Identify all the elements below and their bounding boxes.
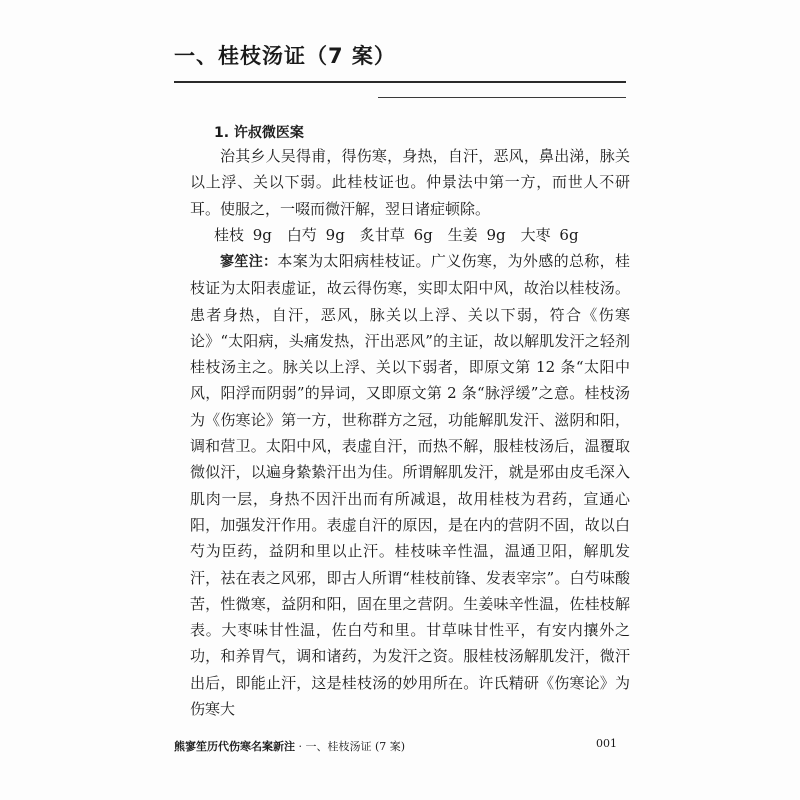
commentary-block [190,248,630,722]
commentary-paragraph [190,248,630,722]
chapter-title: 一、桂枝汤证（7 案） [174,44,396,68]
case-paragraph-block [190,143,630,222]
commentary-label: 寥笙注： [220,254,278,270]
commentary-text: 本案为太阳病桂枝证。广义伤寒，为外感的总称，桂枝证为太阳表虚证，故云得伤寒，实即太阳中风，故治以桂枝汤。患者身热，自汗，恶风，脉关以上浮、关以下弱，符合《伤寒论》“太阳病，头痛发热，汗出恶风”的主证，故以解肌发汗之轻剂桂枝汤主之。脉关以上浮、关以下弱者，即原文第 12 条“太阳中风，阳浮而阴弱”的异词，又即原文第 2 条“脉浮缓”之意。桂枝汤为《伤寒论》第一方，世称群方之冠，功能解肌发汗、滋阴和阳，调和营卫。太阳中风，表虚自汗，而热不解，服桂枝汤后，温覆取微似汗，以遍身絷絷汗出为佳。所谓解肌发汗，就是邪由皮毛深入肌肉一层，身热不因汗出而有所减退，故用桂枝为君药，宣通心阳，加强发汗作用。表虚自汗的原因，是在内的营阴不固，故以白芍为臣药，益阴和里以止汗。桂枝味辛性温，温通卫阳，解肌发汗，祛在表之风邪，即古人所谓“桂枝前锋、发表宰宗”。白芍味酸苦，性微寒，益阴和阳，固在里之营阴。生姜味辛性温，佐桂枝解表。大枣味甘性温，佐白芍和里。甘草味甘性平，有安内攘外之功，和养胃气，调和诸药，为发汗之资。服桂枝汤解肌发汗，微汗出后，即能止汗，这是桂枝汤的妙用所在。许氏精研《伤寒论》为伤寒大 [190,252,630,719]
title-rule-secondary [378,97,626,98]
case-heading: 1. 许叔微医案 [214,125,304,141]
footer-separator: · [298,740,302,753]
prescription-line: 桂枝 9g 白芍 9g 炙甘草 6g 生姜 9g 大枣 6g [214,226,579,244]
footer-section-title: 一、桂枝汤证 (7 案) [305,740,406,753]
case-paragraph: 治其乡人吴得甫，得伤寒，身热，自汗，恶风，鼻出涕，脉关以上浮、关以下弱。此桂枝证也。仲景法中第一方，而世人不研耳。使服之，一啜而微汗解，翌日诸症顿除。 [190,147,630,218]
page-number: 001 [596,737,617,750]
title-rule [174,81,626,83]
footer-series-title: 熊寥笙历代伤寒名案新注 [174,740,295,753]
running-footer [174,738,405,754]
